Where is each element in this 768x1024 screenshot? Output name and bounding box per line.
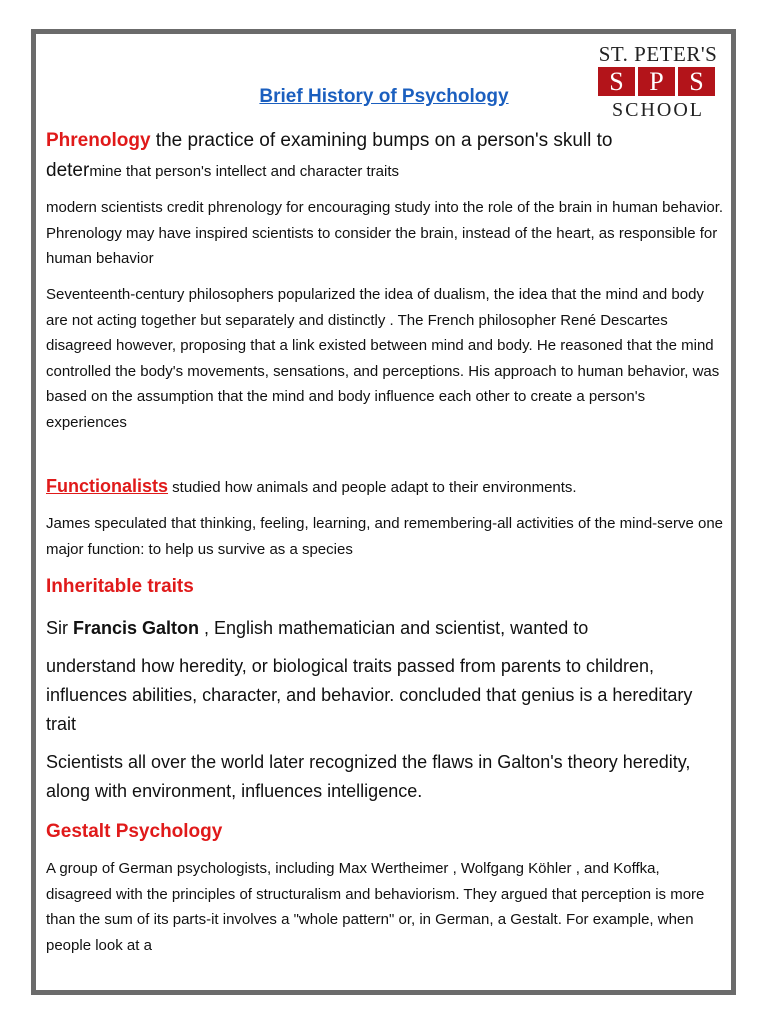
logo-bottom-text: SCHOOL: [611, 99, 704, 121]
phrenology-paragraph: modern scientists credit phrenology for encouraging study into the role of the brain in human behavior. Phrenology may have inspired scientists to consider the brain, instead of the heart, as responsible for human behavior: [46, 199, 724, 267]
gestalt-paragraph: A group of German psychologists, including Max Wertheimer , Wolfgang Köhler , and Koffka, disagreed with the principles of structuralism and behaviorism. They argued that perception is more than the sum of its parts-it involves a "whole pattern" or, in German, a Gestalt. For example, when people look at a: [46, 860, 705, 954]
school-logo: [596, 42, 720, 122]
galton-sir: Sir: [46, 618, 73, 638]
logo-letter: S: [678, 67, 715, 96]
functionalists-paragraph: James speculated that thinking, feeling, learning, and remembering-all activities of the mind-serve one major function: to help us survive as a species: [46, 515, 724, 558]
inheritable-heading: Inheritable traits: [46, 576, 194, 597]
dualism-paragraph: Seventeenth-century philosophers popularized the idea of dualism, the idea that the mind and body are not acting together but separately and distinctly . The French philosopher René Descartes disagreed however, proposing that a link existed between mind and body. He reasoned that the mind controlled the body's movements, sensations, and perceptions. His approach to human behavior, was based on the assumption that the mind and body influence each other to create a person's experiences: [46, 286, 720, 431]
galton-line-rest: , English mathematician and scientist, wanted to: [199, 618, 589, 638]
galton-flaws-paragraph: Scientists all over the world later recognized the flaws in Galton's theory heredity, along with environment, influences intelligence.: [46, 752, 691, 801]
galton-line: [46, 614, 726, 643]
phrenology-line1: [46, 126, 726, 155]
phrenology-line2: [46, 156, 726, 186]
functionalists-definition: studied how animals and people adapt to their environments.: [168, 479, 577, 496]
logo-letter: S: [598, 67, 635, 96]
functionalists-heading: Functionalists: [46, 476, 169, 496]
document-title-text: Brief History of Psychology: [259, 86, 509, 107]
galton-name: Francis Galton: [73, 618, 200, 638]
phrenology-definition-end: mine that person's intellect and character traits: [89, 163, 399, 180]
logo-letter: P: [638, 67, 675, 96]
phrenology-definition: the practice of examining bumps on a person's skull to: [150, 130, 613, 151]
logo-top-text: ST. PETER'S: [598, 42, 718, 66]
functionalists-line: [46, 472, 726, 502]
phrenology-definition-cont: deter: [46, 160, 90, 181]
heredity-paragraph: understand how heredity, or biological traits passed from parents to children, influences abilities, character, and behavior. concluded that genius is a hereditary trait: [46, 656, 693, 734]
gestalt-heading: Gestalt Psychology: [46, 821, 223, 842]
phrenology-heading: Phrenology: [46, 130, 151, 151]
document-title: [0, 86, 768, 108]
